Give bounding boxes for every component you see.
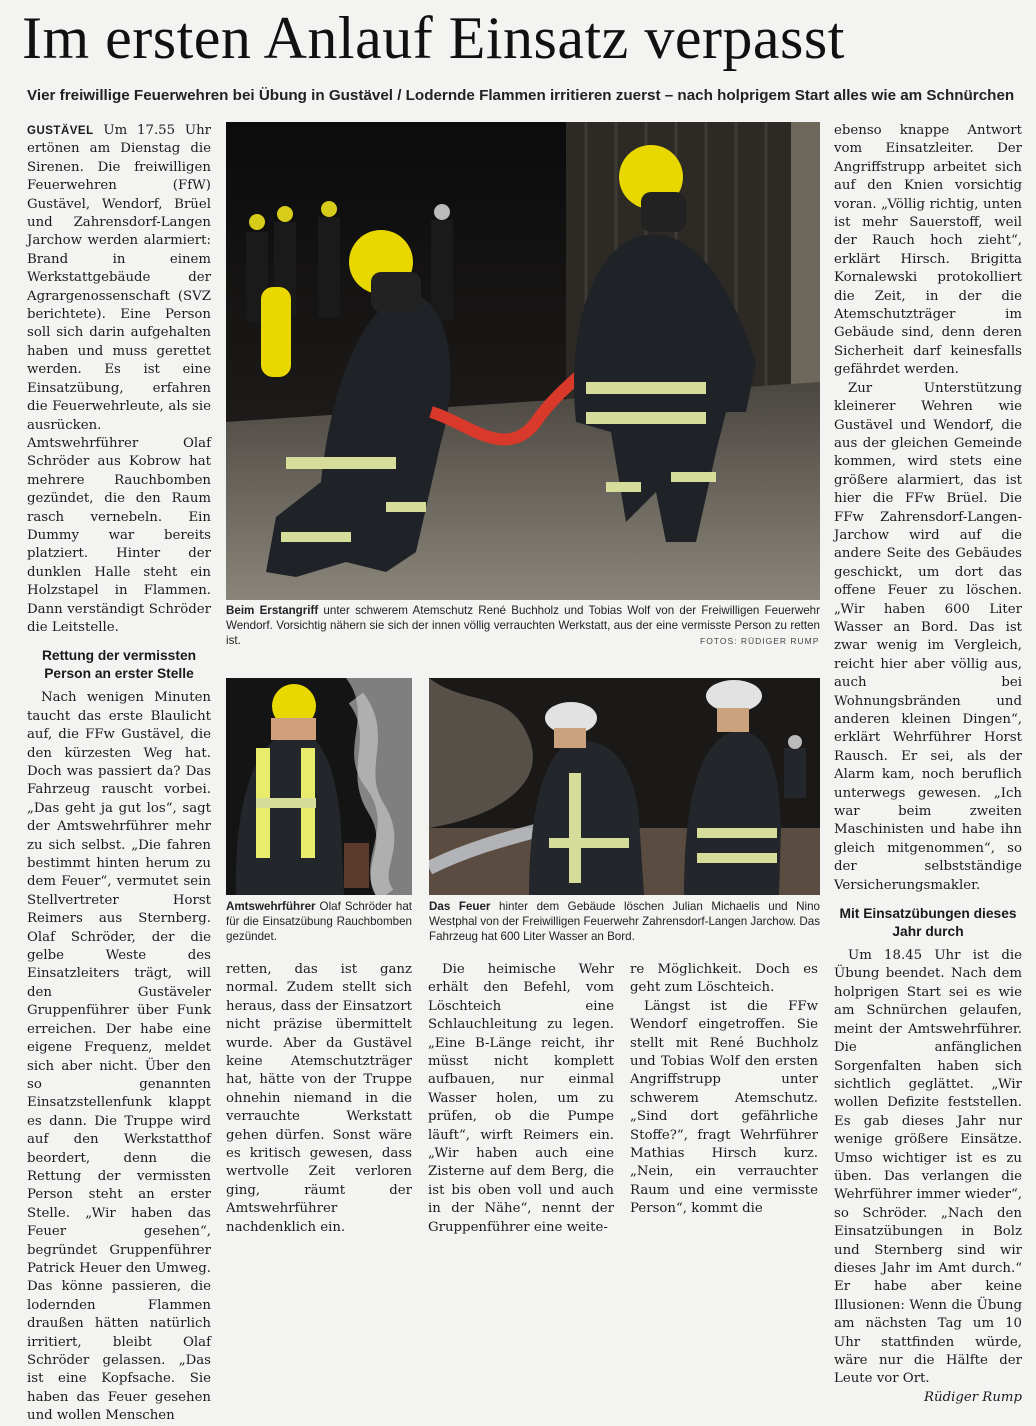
dateline: GUSTÄVEL — [27, 125, 94, 137]
paragraph: Nach wenigen Minuten taucht das erste Blaulicht auf, die FFw Gustävel, die den kürzesten Weg hat. Doch was passiert da? Das Fahrzeug rauscht vorbei. „Das geht ja gut los“, sagt der Amtswehrführer mehr zu sich selbst. „Die fahren bestimmt hinten herum zu dem Feuer“, vermutet sein Stellvertreter Horst Reimers aus Sternberg. Olaf Schröder, der die gelbe Weste des Einsatzleiters trägt, will den Gustäveler Gruppenführer über Funk erreichen. Der habe eine eigene Frequenz, meldet sich aber nicht. Über den so genannten Einsatzstellenfunk klappt es dann. Die Truppe wird auf den Werkstatthof beordert, denn die Rettung der vermissten Person steht an erster Stelle. „Wir haben das Feuer gesehen“, begründet Gruppenführer Patrick Heuer den Umweg. Das könne passieren, die lodernden Flammen draußen hätten natürlich irritiert, bleibt Olaf Schröder gelassen. „Das ist eine Kopfsache. Sie haben das Feuer gesehen und wollen Menschen — [27, 690, 211, 1424]
paragraph: re Möglichkeit. Doch es geht zum Löschteich. — [630, 962, 818, 996]
smoke-bomb-photo — [226, 678, 412, 895]
left-photo — [226, 678, 412, 895]
caption-lead: Das Feuer — [429, 900, 491, 913]
caption-text: hinter dem Gebäude löschen Julian Michaelis und Nino Westphal von der Freiwilligen Feuerwehr Zahrensdorf-Langen Jarchow. Das Fahrzeug hat 600 Liter Wasser an Bord. — [429, 900, 821, 944]
paragraph — [27, 122, 211, 637]
paragraph: Längst ist die FFw Wendorf eingetroffen. Sie stellt mit René Buchholz und Tobias Wolf den ersten Angriffstrupp unter schwerem Atemschutz. „Sind dort gefährliche Stoffe?“, fragt Wehrführer Mathias Hirsch kurz. „Nein, ein verrauchter Raum und eine vermisste Person“, kommt die — [630, 998, 818, 1217]
photo-credit: FOTOS: RÜDIGER RUMP — [700, 636, 820, 646]
paragraph — [834, 947, 1022, 1405]
caption-lead: Amtswehrführer — [226, 900, 316, 913]
column-2 — [226, 961, 412, 1237]
fire-hose-photo — [429, 678, 820, 895]
column-4 — [630, 961, 818, 1219]
paragraph: retten, das ist ganz normal. Zudem stellt sich heraus, dass der Einsatzort nicht präzise übermittelt wurde. Aber da Gustävel keine Atemschutzträger hat, hätte von der Truppe ohnehin niemand in die verrauchte Werkstatt gehen dürfen. Sonst wäre es kritisch gewesen, dass wertvolle Zeit verloren ging, räumt der Amtswehrführer nachdenklich ein. — [226, 962, 412, 1235]
author: Rüdiger Rump — [924, 1389, 1022, 1405]
column-1 — [27, 122, 211, 1426]
caption-text: unter schwerem Atemschutz René Buchholz und Tobias Wolf von der Freiwilligen Feuerwehr Wendorf. Vorsichtig nähern sie sich der innen völlig verrauchten Werkstatt, aus der eine vermisste Person zu retten ist. — [226, 604, 820, 648]
main-photo — [226, 122, 820, 600]
subline: Vier freiwillige Feuerwehren bei Übung in Gustävel / Lodernde Flammen irritieren zuerst – nach holprigem Start alles wie am Schnürchen — [27, 87, 1015, 104]
right-photo-caption — [429, 899, 820, 945]
paragraph-text: Um 18.45 Uhr ist die Übung beendet. Nach dem holprigen Start sei es wie am Schnürchen gelaufen, meint der Amtswehrführer. Die anfänglichen Sorgenfalten haben sich sichtlich geglättet. „Wir wollen Defizite feststellen. Es gab dieses Jahr nur wenige größere Einsätze. Umso wichtiger ist es zu üben. Das verlangen die Wehrführer immer wieder“, so Schröder. „Nach den Einsatzübungen in Bolz und Sternberg sind wir dieses Jahr im Amt durch.“ Er habe aber keine Illusionen: Wenn die Übung am nächsten Tag um 10 Uhr stattfinden würde, wäre nur die Hälfte der Leute vor Ort. — [834, 948, 1022, 1387]
caption-lead: Beim Erstangriff — [226, 604, 319, 617]
left-photo-caption — [226, 899, 412, 945]
subheading: Mit Einsatzübungen dieses Jahr durch — [839, 906, 1017, 940]
paragraph: Die heimische Wehr erhält den Befehl, vom Löschteich eine Schlauchleitung zu legen. „Eine B-Länge reicht, ihr müsst nicht komplett aufbauen, nur einmal Wasser holen, um zu prüfen, ob die Pumpe läuft“, wirft Reimers ein. „Wir haben auch eine Zisterne auf dem Berg, die ist bis oben voll und auch in der Nähe“, nennt der Gruppenführer eine weite- — [428, 962, 614, 1235]
right-photo — [429, 678, 820, 895]
column-3 — [428, 961, 614, 1237]
firefighters-photo — [226, 122, 820, 600]
headline: Im ersten Anlauf Einsatz verpasst — [22, 5, 845, 71]
caption-text: Olaf Schröder hat für die Einsatzübung Rauchbomben gezündet. — [226, 900, 412, 944]
column-5 — [834, 122, 1022, 1407]
paragraph: ebenso knappe Antwort vom Einsatzleiter. Der Angriffstrupp arbeitet sich auf den Knien vorsichtig voran. „Völlig richtig, unten ist mehr Sauerstoff, weil der Rauch hoch zieht“, erklärt Hirsch. Brigitta Kornalewski protokolliert die Zeit, in der die Atemschutzträger im Gebäude sind, denn deren Sicherheit darf keinesfalls gefährdet werden. — [834, 123, 1022, 378]
paragraph-text: Um 17.55 Uhr ertönen am Dienstag die Sirenen. Die freiwilligen Feuerwehren (FfW) Gustävel, Wendorf, Brüel und Zahrensdorf-Langen Jarchow werden alarmiert: Brand in einem Werkstattgebäude der Agrargenossenschaft (SVZ berichtete). Eine Person soll sich darin aufgehalten haben und muss gerettet werden. Es ist eine Einsatzübung, erfahren die Feuerwehrleute, als sie ausrücken. Amtswehrführer Olaf Schröder aus Kobrow hat mehrere Rauchbomben gezündet, die den Raum rasch vernebeln. Ein Dummy war bereits platziert. Hinter der dunklen Halle steht ein Holzstapel in Flammen. Dann verständigt Schröder die Leitstelle. — [27, 123, 211, 635]
subheading: Rettung der vermissten Person an erster Stelle — [41, 648, 197, 682]
paragraph: Zur Unterstützung kleinerer Wehren wie Gustävel und Wendorf, die aus der gleichen Gemeinde kommen, wird stets eine größere alarmiert, das ist hier die FFw Brüel. Die FFw Zahrensdorf-Langen-Jarchow wird auf die andere Seite des Gebäudes geschickt, um dort das offene Feuer zu löschen. „Wir haben 600 Liter Wasser an Bord. Das ist zwar wenig im Vergleich, reicht hier aber völlig aus, auch bei Wohnungsbränden und anderen kleinen Dingen“, erklärt Wehrführer Horst Rausch. Er sei, als der Alarm kam, noch beruflich unterwegs gewesen. „Ich war beim zweiten Maschinisten und habe ihn gleich mitgenommen“, so der selbstständige Versicherungsmakler. — [834, 380, 1022, 893]
